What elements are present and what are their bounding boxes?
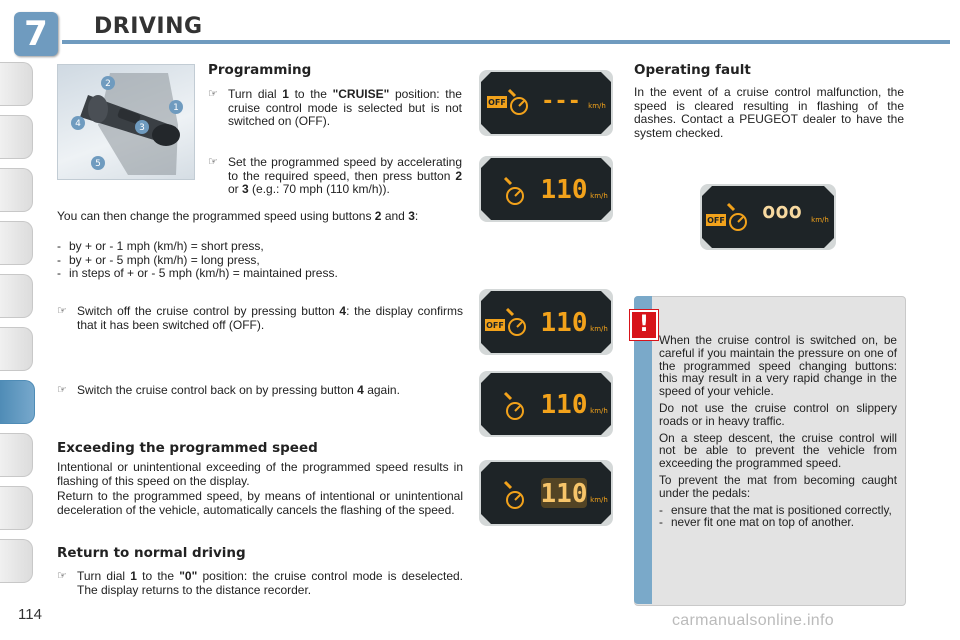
chapter-tab[interactable]: [0, 327, 33, 371]
display-unit: km/h: [588, 102, 606, 110]
warning-text: [659, 334, 897, 529]
exceeding-paragraph-2: Return to the programmed speed, by means of intentional or unintentional deceleration of the vehicle, automatically cancels the flashing of the speed.: [57, 489, 463, 517]
warning-list: [659, 504, 897, 530]
header-rule: [62, 40, 950, 44]
display-speed-flashing: [479, 460, 613, 526]
section-heading-exceeding: Exceeding the programmed speed: [57, 440, 318, 456]
chapter-tab[interactable]: [0, 433, 33, 477]
display-off-label: OFF: [707, 216, 725, 225]
warning-paragraph-2: Do not use the cruise control on slippery roads or in heavy traffic.: [659, 400, 897, 428]
pointing-hand-icon: ☞: [57, 570, 67, 582]
warning-paragraph-1: When the cruise control is switched on, be careful if you maintain the pressure on one of the programmed speed changing buttons: this may result in a very rapid change in the speed of your vehicle.: [659, 333, 897, 399]
warning-paragraph-3: On a steep descent, the cruise control will not be able to prevent the vehicle from exceeding the programmed speed.: [659, 430, 897, 471]
stalk-label-5: 5: [95, 159, 101, 169]
chapter-tab[interactable]: [0, 62, 33, 106]
display-speed: 110: [540, 390, 588, 420]
watermark: carmanualsonline.info: [672, 612, 834, 629]
display-speed: ooo: [762, 199, 802, 224]
list-item: - by + or - 1 mph (km/h) = short press,: [57, 240, 462, 254]
switch-on-step: ☞ Switch the cruise control back on by pressing button 4 again.: [57, 383, 400, 397]
stalk-label-1: 1: [173, 103, 179, 113]
display-unit: km/h: [590, 407, 608, 415]
pointing-hand-icon: ☞: [208, 156, 218, 168]
display-off-dashes: [479, 70, 613, 136]
return-normal-step: ☞ Turn dial 1 to the "0" position: the cruise control mode is deselected. The display returns to the distance recorder.: [57, 569, 463, 597]
display-unit: km/h: [590, 325, 608, 333]
display-speed: 110: [540, 308, 588, 338]
display-speed-set: [479, 156, 613, 222]
change-speed-list: [57, 240, 462, 281]
list-item: - never fit one mat on top of another.: [659, 516, 897, 529]
cruise-control-stalk-image: [57, 64, 195, 180]
change-speed-text: You can then change the programmed speed using buttons 2 and 3:: [57, 209, 419, 223]
chapter-tabs: [0, 62, 34, 592]
section-heading-programming: Programming: [208, 62, 312, 78]
display-off-label: OFF: [486, 321, 504, 330]
chapter-number-badge: 7: [14, 12, 58, 56]
page-number: 114: [18, 606, 42, 623]
programming-step-1: ☞ Turn dial 1 to the "CRUISE" position: the cruise control mode is selected but is not switched on (OFF).: [208, 87, 462, 128]
pointing-hand-icon: ☞: [57, 384, 67, 396]
pointing-hand-icon: ☞: [57, 305, 67, 317]
chapter-tab[interactable]: [0, 115, 33, 159]
switch-off-step: ☞ Switch off the cruise control by pressing button 4: the display confirms that it has been switched off (OFF).: [57, 304, 463, 332]
warning-icon: !: [630, 310, 658, 340]
chapter-tab[interactable]: [0, 221, 33, 265]
section-heading-operating-fault: Operating fault: [634, 62, 751, 78]
pointing-hand-icon: ☞: [208, 88, 218, 100]
display-speed-on: [479, 371, 613, 437]
chapter-title: DRIVING: [94, 14, 203, 39]
display-unit: km/h: [590, 496, 608, 504]
stalk-label-3: 3: [139, 123, 145, 133]
display-speed: ---: [541, 89, 581, 114]
display-speed: 110: [540, 175, 588, 205]
chapter-tab[interactable]: [0, 539, 33, 583]
chapter-tab[interactable]: [0, 486, 33, 530]
warning-box-strip: [634, 296, 652, 604]
list-item: - ensure that the mat is positioned correctly,: [659, 504, 897, 517]
chapter-tab[interactable]: [0, 168, 33, 212]
chapter-tab-active[interactable]: [0, 380, 35, 424]
display-speed: 110: [540, 479, 588, 509]
chapter-tab[interactable]: [0, 274, 33, 318]
display-off-speed: [479, 289, 613, 355]
programming-step-2: ☞ Set the programmed speed by accelerating to the required speed, then press button 2 or 3 (e.g.: 70 mph (110 km/h)).: [208, 155, 462, 196]
display-unit: km/h: [811, 216, 829, 224]
list-item: - in steps of + or - 5 mph (km/h) = maintained press.: [57, 267, 462, 281]
stalk-label-2: 2: [105, 79, 111, 89]
display-fault: [700, 184, 836, 250]
warning-paragraph-4: To prevent the mat from becoming caught under the pedals:: [659, 472, 897, 500]
exceeding-paragraph-1: Intentional or unintentional exceeding of the programmed speed results in flashing of this speed on the display.: [57, 460, 463, 488]
display-off-label: OFF: [488, 98, 506, 107]
display-unit: km/h: [590, 192, 608, 200]
list-item: - by + or - 5 mph (km/h) = long press,: [57, 254, 462, 268]
operating-fault-text: In the event of a cruise control malfunction, the speed is cleared resulting in flashing of the dashes. Contact a PEUGEOT dealer to have the system checked.: [634, 85, 904, 140]
section-heading-return-normal: Return to normal driving: [57, 545, 246, 561]
stalk-label-4: 4: [75, 119, 81, 129]
